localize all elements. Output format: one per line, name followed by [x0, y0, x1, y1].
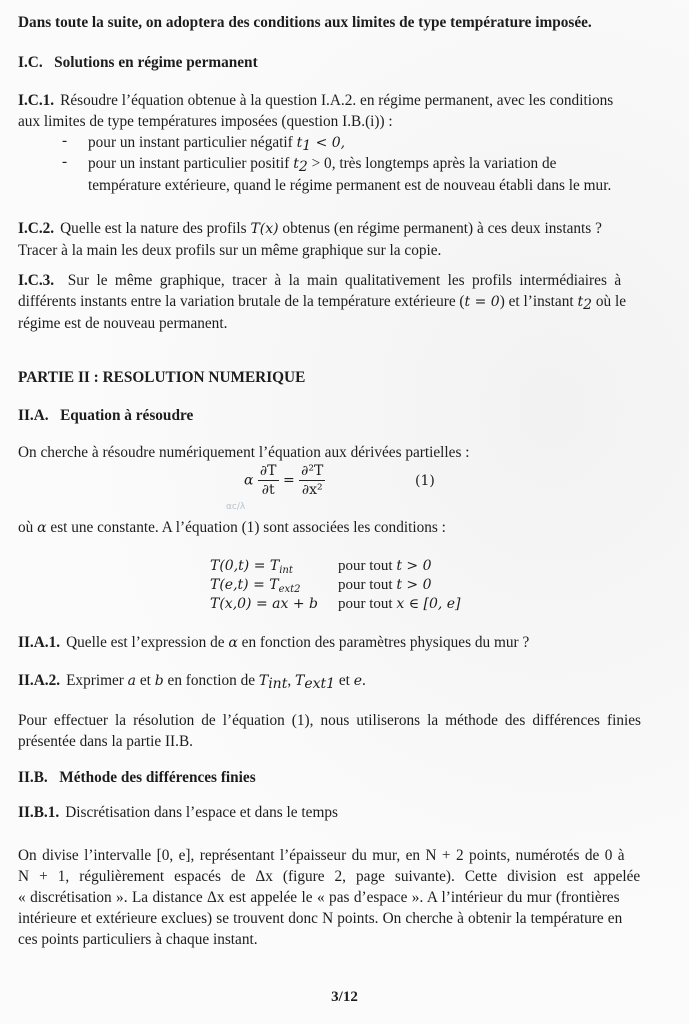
question-text: en fonction de	[163, 672, 259, 689]
IIA-after-eq	[18, 517, 669, 539]
condition-lhs	[210, 576, 338, 595]
paragraph-finite-differences	[18, 710, 669, 752]
question-label: I.C.2.	[18, 220, 55, 237]
question-label: I.C.3.	[18, 272, 55, 289]
question-IIA1	[18, 632, 669, 654]
denominator: ∂x²	[301, 482, 323, 498]
math: T(e,t) = T	[210, 577, 279, 593]
section-number: I.C.	[18, 54, 43, 71]
bullet-item	[88, 153, 669, 196]
condition-lhs	[210, 595, 338, 614]
bullet-dash: -	[62, 132, 68, 149]
alpha-symbol: α	[244, 472, 254, 489]
question-text: Sur le même graphique, tracer à la main qualitativement les profils intermédiaires à	[67, 272, 622, 289]
math: α	[228, 635, 238, 651]
fraction-d2T-dx2	[299, 462, 325, 499]
equals: =	[282, 472, 295, 489]
IIA-intro: On cherche à résoudre numériquement l’équation aux dérivées partielles :	[18, 444, 470, 461]
question-text: Quelle est la nature des profils	[60, 220, 251, 237]
numerator: ∂²T	[301, 463, 324, 479]
part-II-heading: PARTIE II : RESOLUTION NUMERIQUE	[18, 369, 306, 386]
question-IIB1	[18, 802, 669, 823]
section-title: Méthode des différences finies	[59, 769, 256, 786]
math-sub: int	[268, 676, 288, 692]
handwritten-mark: αc/λ	[226, 502, 246, 512]
question-text: obtenus (en régime permanent) à ces deux instants ?	[278, 220, 602, 237]
question-text: régime est de nouveau permanent.	[18, 315, 228, 332]
question-text: et	[335, 672, 354, 689]
question-label: I.C.1.	[18, 92, 55, 109]
equation-tag: (1)	[415, 473, 435, 489]
math: T(0,t) = T	[210, 558, 280, 574]
question-IC1	[18, 90, 669, 132]
bullet-text: température extérieure, quand le régime permanent est de nouveau établi dans le mur.	[88, 177, 612, 194]
equation-1	[244, 462, 325, 499]
question-IIA2	[18, 670, 669, 692]
section-IIA-heading	[18, 405, 669, 426]
question-IC3	[18, 270, 669, 334]
bullet-text: pour un instant particulier positif	[88, 155, 294, 172]
page-number: 3/12	[331, 989, 358, 1005]
math: t	[577, 294, 584, 310]
math-sub: 1	[302, 138, 312, 154]
question-text: différents instants entre la variation brutale de la température extérieure (	[18, 293, 465, 310]
bullet-text: pour un instant particulier négatif	[88, 134, 297, 151]
math-sub: 2	[583, 297, 593, 313]
math: e	[353, 673, 363, 689]
paragraph-text: intérieure et extérieure exclues) se trouvent donc N points. On cherche à obtenir la température en	[18, 910, 623, 927]
paragraph-text: « discrétisation ». La distance Δx est appelée le « pas d’espace ». A l’intérieur du mur (frontières	[18, 889, 620, 906]
question-text: Quelle est l’expression de	[66, 634, 229, 651]
numerator: ∂T	[259, 463, 277, 479]
math: T	[258, 673, 269, 689]
question-text: .	[362, 672, 366, 689]
condition-row	[210, 556, 432, 576]
math: T(x)	[250, 221, 279, 237]
question-IC2	[18, 218, 669, 261]
math: t > 0	[396, 558, 432, 574]
math: < 0,	[311, 135, 346, 151]
math: a	[127, 673, 137, 689]
question-text: ) et l’instant	[499, 293, 578, 310]
question-label: II.A.1.	[18, 634, 61, 651]
math-sub: int	[279, 565, 293, 576]
math: t > 0	[396, 577, 432, 593]
question-text: Exprimer	[66, 672, 128, 689]
intro-statement: Dans toute la suite, on adoptera des conditions aux limites de type température imposée.	[18, 14, 592, 31]
question-text: Résoudre l’équation obtenue à la question I.A.2. en régime permanent, avec les conditions	[60, 92, 614, 109]
math: T(x,0) = ax + b	[210, 596, 318, 612]
question-label: II.B.1.	[18, 804, 60, 821]
question-text: où le	[592, 293, 627, 310]
section-title: Solutions en régime permanent	[54, 54, 258, 71]
condition-row	[210, 575, 432, 595]
paragraph-discretisation	[18, 845, 669, 950]
condition-row	[210, 594, 461, 614]
question-text: et	[136, 672, 155, 689]
math: x ∈ [0, e]	[396, 596, 461, 612]
section-IC-heading	[18, 52, 669, 73]
bullet-text: > 0, très longtemps après la variation de	[307, 155, 557, 172]
paragraph-text: ces points particuliers à chaque instant.	[18, 931, 258, 948]
question-text: en fonction des paramètres physiques du mur ?	[237, 634, 530, 651]
math: t = 0	[464, 294, 500, 310]
condition-rhs: pour tout	[338, 596, 397, 612]
math: T	[294, 673, 305, 689]
question-label: II.A.2.	[18, 672, 61, 689]
math: t	[296, 135, 303, 151]
math: α	[37, 520, 47, 536]
math-sub: 2	[298, 159, 308, 175]
condition-rhs: pour tout	[338, 558, 397, 574]
denominator: ∂t	[261, 482, 275, 498]
section-title: Equation à résoudre	[60, 407, 194, 424]
math-sub: ext2	[278, 584, 301, 595]
question-text: ,	[287, 672, 295, 689]
math: t	[293, 156, 299, 172]
bullet-item	[88, 132, 669, 154]
bullet-dash: -	[62, 153, 68, 170]
question-text: aux limites de type températures imposées (question I.B.(i)) :	[18, 113, 393, 130]
section-number: II.A.	[18, 407, 49, 424]
paragraph-text: Pour effectuer la résolution de l’équation (1), nous utiliserons la méthode des différences finies	[18, 712, 641, 729]
text: est une constante. A l’équation (1) sont associées les conditions :	[46, 519, 446, 536]
text: où	[18, 519, 38, 536]
question-text: Tracer à la main les deux profils sur un même graphique sur la copie.	[18, 242, 442, 259]
paragraph-text: présentée dans la partie II.B.	[18, 733, 193, 750]
paragraph-text: On divise l’intervalle [0, e], représentant l’épaisseur du mur, en N + 2 points, numérotés de 0 à	[18, 847, 625, 864]
fraction-dT-dt	[258, 462, 279, 499]
section-number: II.B.	[18, 769, 48, 786]
question-text: Discrétisation dans l’espace et dans le temps	[65, 804, 338, 821]
paragraph-text: N + 1, régulièrement espacés de Δx (figure 2, page suivante). Cette division est appelée	[18, 868, 641, 885]
condition-lhs	[210, 557, 338, 576]
section-IIB-heading	[18, 767, 669, 788]
math-sub: ext1	[304, 676, 336, 692]
condition-rhs: pour tout	[338, 577, 397, 593]
math: b	[154, 673, 164, 689]
